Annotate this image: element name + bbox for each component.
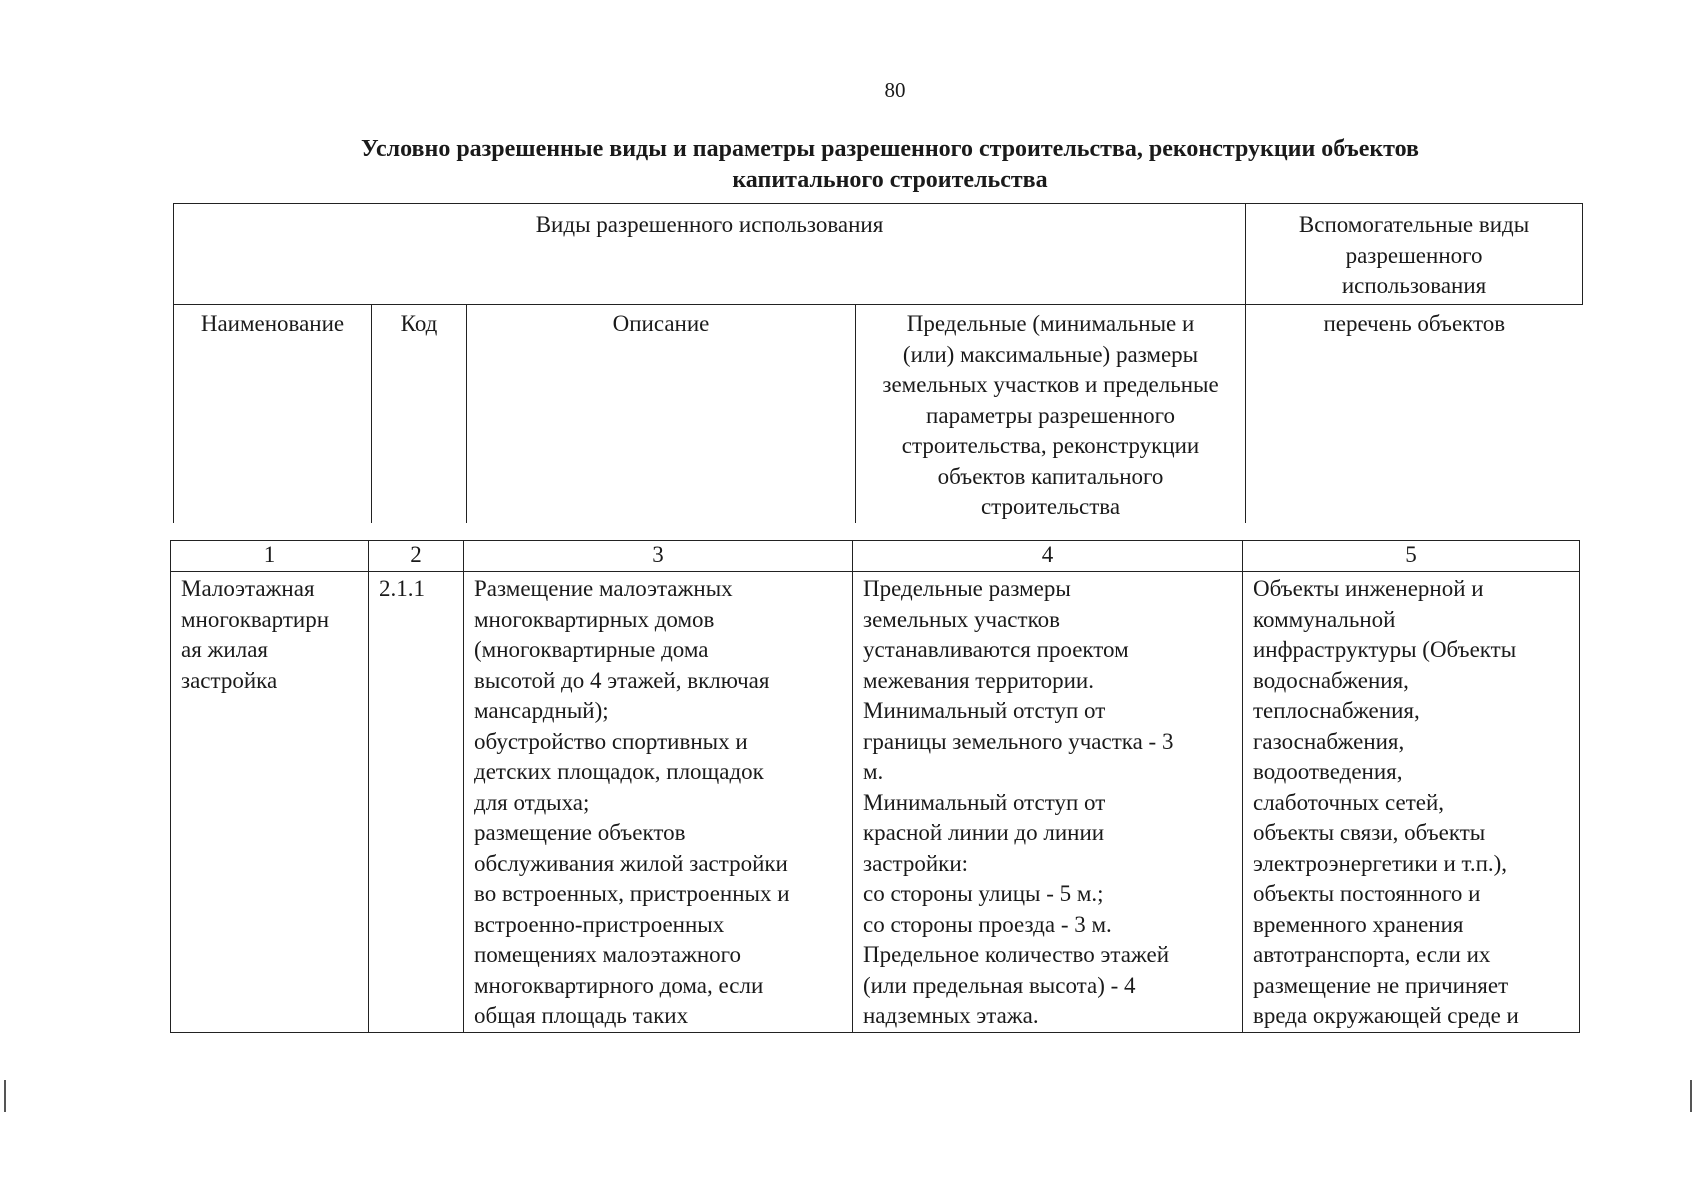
cell-name: [171, 572, 369, 1033]
row-auxiliary: Объекты инженерной и коммунальной инфраструктуры (Объекты водоснабжения, теплоснабжения, газоснабжения, водоотведения, слаботочных сетей, объекты связи, объекты электроэнергетики и т.п.), объекты постоянного и временного хранения автотранспорта, если их размещение не причиняет вреда окружающей среде и: [1253, 576, 1519, 1028]
row-code: 2.1.1: [379, 576, 425, 601]
column-header-description: Описание: [467, 305, 856, 523]
column-number-3: 3: [464, 541, 853, 572]
permitted-uses-group-header: Виды разрешенного использования: [174, 204, 1246, 305]
column-header-name: Наименование: [174, 305, 372, 523]
column-header-auxiliary: перечень объектов: [1246, 305, 1583, 523]
column-number-5: 5: [1243, 541, 1580, 572]
column-number-1: 1: [171, 541, 369, 572]
cell-code: [369, 572, 464, 1033]
cell-limits: [853, 572, 1243, 1033]
row-limits: Предельные размеры земельных участков устанавливаются проектом межевания территории. Минимальный отступ от границы земельного участка - 3 м. Минимальный отступ от красной линии до линии застройки: со стороны улицы - 5 м.; со стороны проезда - 3 м. Предельное количество этажей (или предельная высота) - 4 надземных этажа.: [863, 576, 1174, 1028]
auxiliary-uses-header: Вспомогательные виды разрешенного использования: [1246, 204, 1583, 305]
header-table: [173, 203, 1583, 523]
column-header-code: Код: [372, 305, 467, 523]
cell-description: [464, 572, 853, 1033]
cell-auxiliary: [1243, 572, 1580, 1033]
column-number-2: 2: [369, 541, 464, 572]
scan-edge-mark-left: [4, 1080, 6, 1112]
column-number-4: 4: [853, 541, 1243, 572]
title-line-2: капитального строительства: [732, 167, 1048, 193]
page-number: 80: [884, 78, 906, 102]
document-title: [290, 134, 1490, 196]
row-name: Малоэтажная многоквартирн ая жилая застройка: [181, 576, 330, 693]
scan-edge-mark-right: [1690, 1080, 1692, 1112]
content-table: [170, 540, 1580, 1033]
row-description: Размещение малоэтажных многоквартирных домов (многоквартирные дома высотой до 4 этажей, включая мансардный); обустройство спортивных и детских площадок, площадок для отдыха; размещение объектов обслуживания жилой застройки во встроенных, пристроенных и встроенно-пристроенных помещениях малоэтажного многоквартирного дома, если общая площадь таких: [474, 576, 790, 1028]
title-line-1: Условно разрешенные виды и параметры разрешенного строительства, реконструкции объектов: [360, 136, 1420, 162]
column-header-limits: Предельные (минимальные и (или) максимальные) размеры земельных участков и предельные параметры разрешенного строительства, реконструкции объектов капитального строительства: [856, 305, 1246, 523]
